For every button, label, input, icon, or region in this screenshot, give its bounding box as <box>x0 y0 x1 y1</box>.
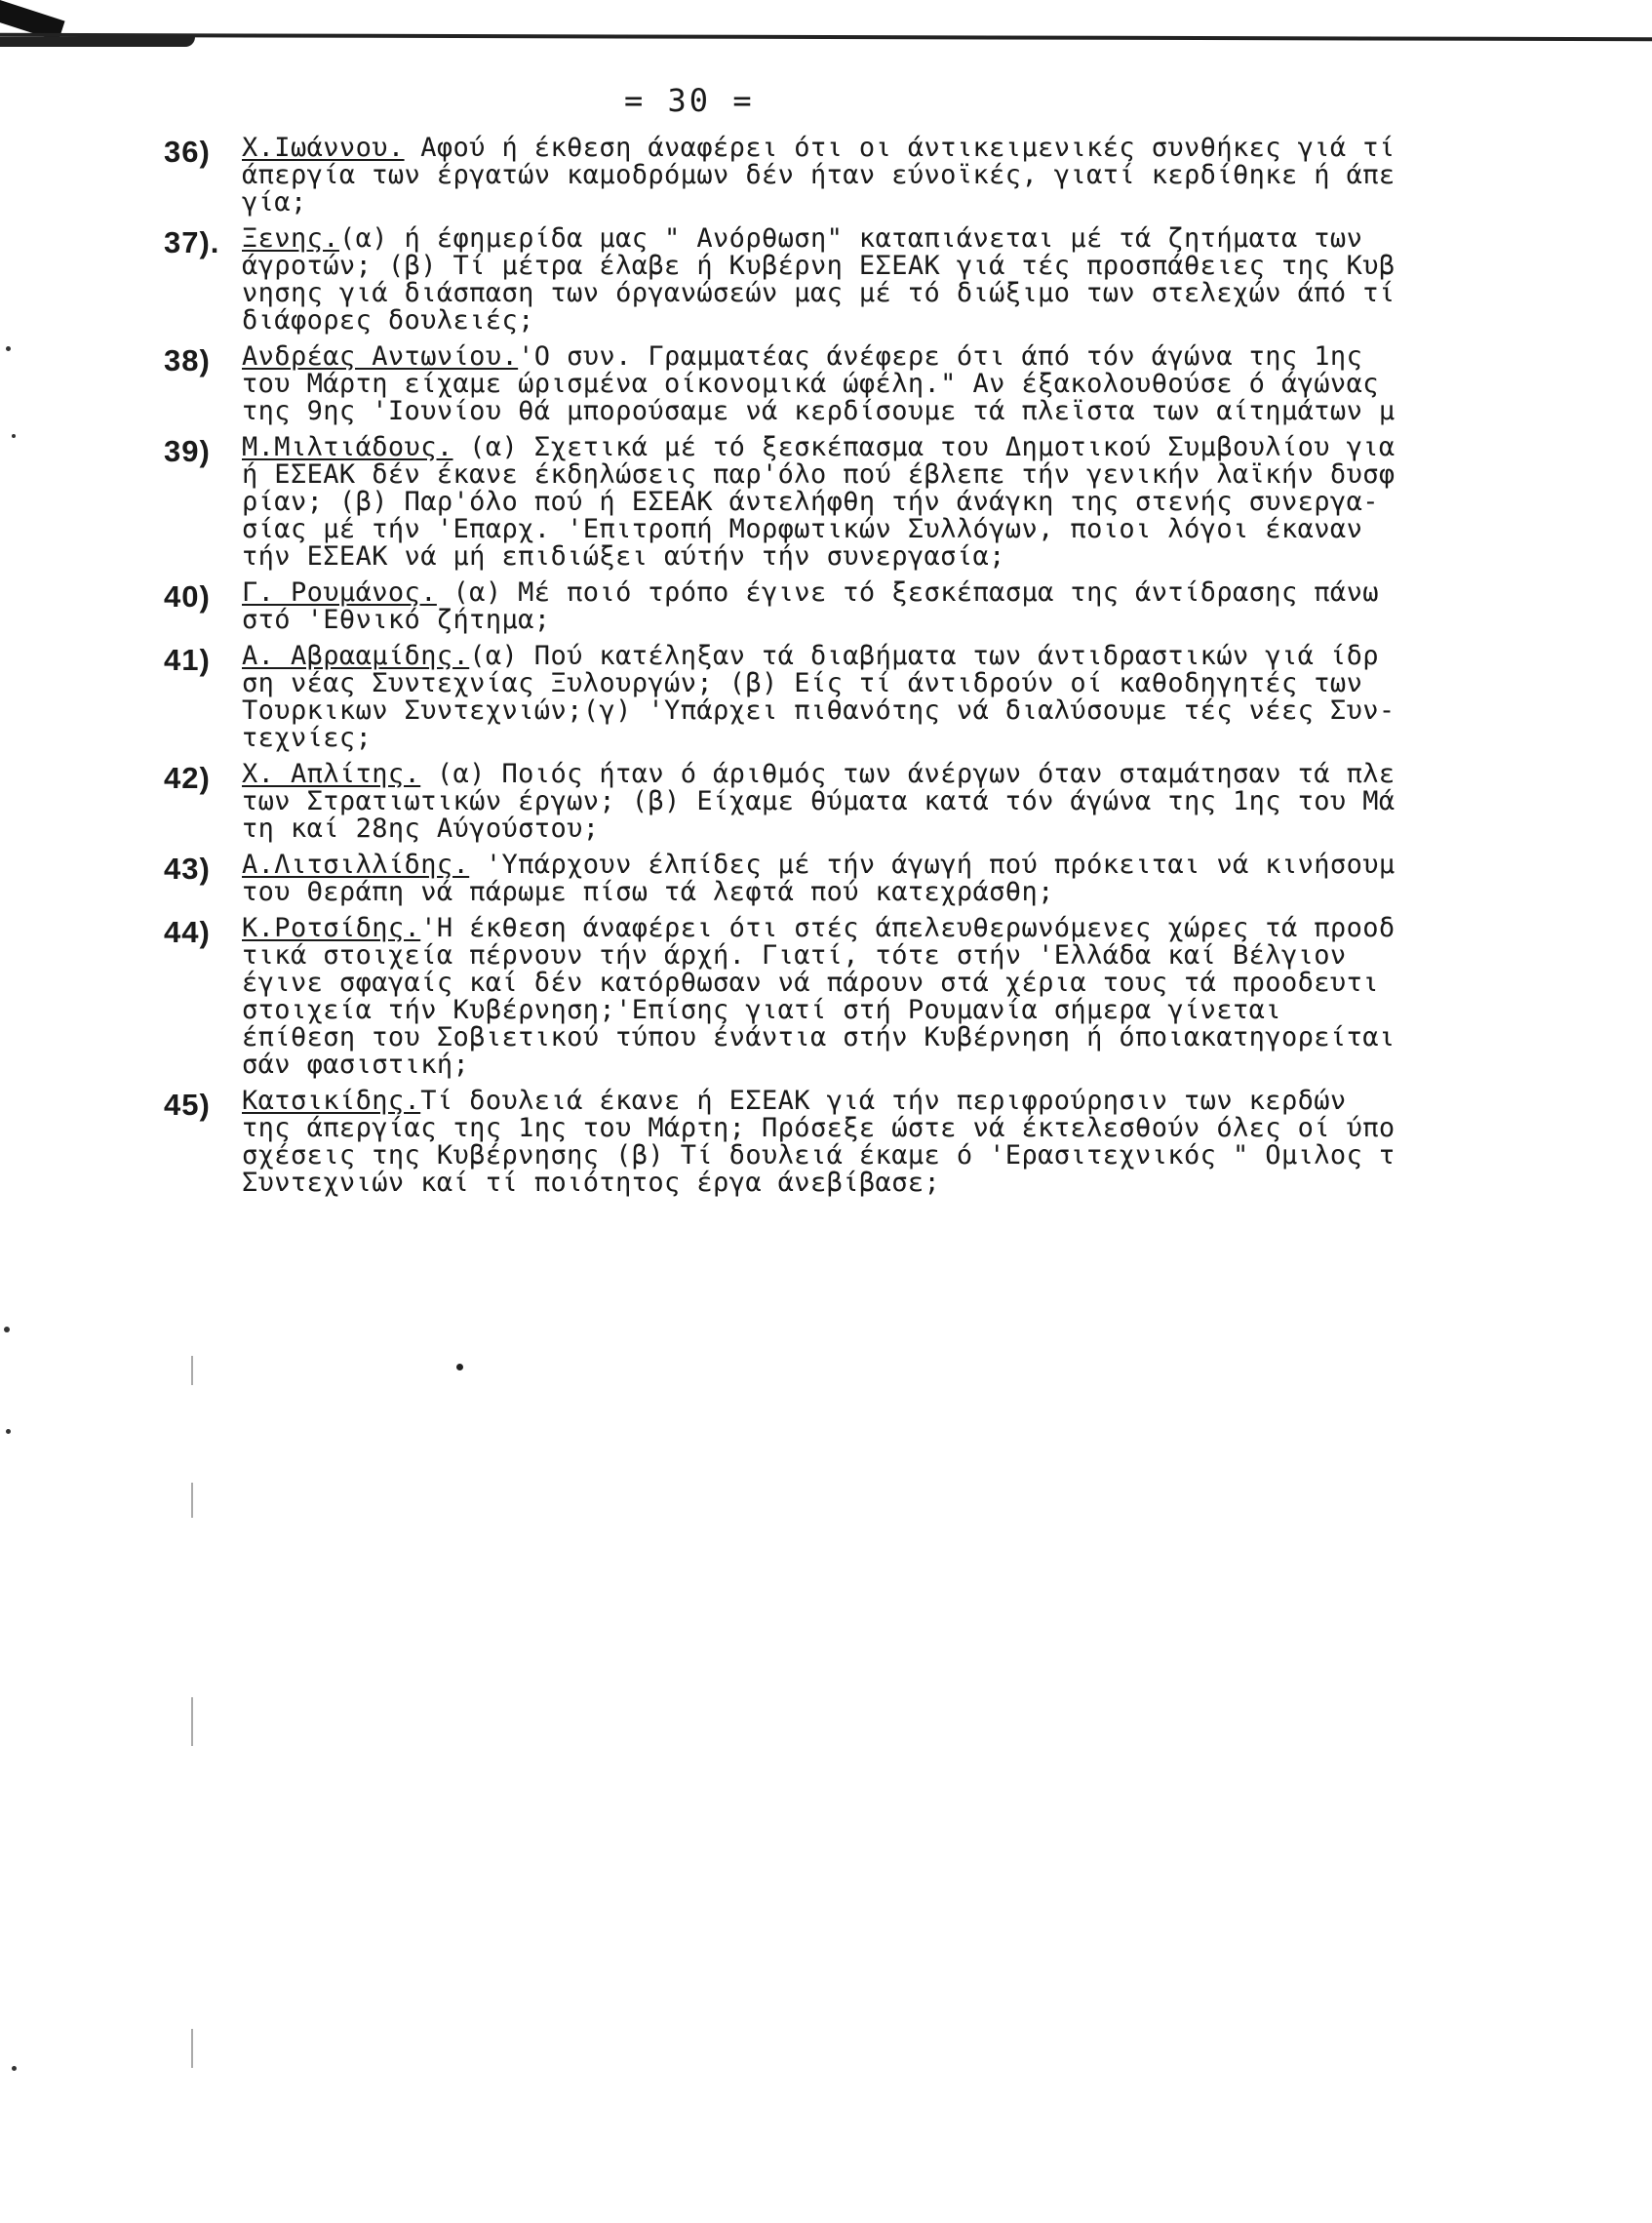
speaker-name: Ανδρέας Αντωνίου. <box>242 341 519 372</box>
text-line <box>242 761 1652 788</box>
text-line <box>242 461 1652 489</box>
question-item <box>166 135 1652 217</box>
line-text: άγροτών; (β) Τί μέτρα έλαβε ή Κυβέρνη ΕΣΕΑΚ γιά τές προσπάθειες της Κυβ <box>242 251 1396 281</box>
text-line <box>242 607 1652 634</box>
text-line <box>242 1088 1652 1115</box>
line-text: ή ΕΣΕΑΚ δέν έκανε έκδηλώσεις παρ'όλο πού έβλεπε τήν γενικήν λαϊκήν δυσφ <box>242 459 1396 490</box>
question-text <box>242 135 1652 217</box>
text-line <box>242 253 1652 280</box>
question-item <box>166 915 1652 1079</box>
speaker-name: Α. Αβρααμίδης. <box>242 641 470 671</box>
line-text: τη καί 28ης Αύγούστου; <box>242 814 600 844</box>
question-number: 41) <box>164 643 211 677</box>
question-number: 37). <box>164 225 220 259</box>
text-line <box>242 516 1652 543</box>
question-text <box>242 579 1652 634</box>
text-line <box>242 997 1652 1024</box>
text-line <box>242 543 1652 571</box>
line-text: (α) ή έφημερίδα μας " Ανόρθωση" καταπιάνεται μέ τά ζητήματα των <box>338 223 1363 254</box>
page-number: = 30 = <box>624 82 755 119</box>
line-text: ση νέας Συντεχνίας Ξυλουργών; (β) Είς τί άντιδρούν οί καθοδηγητές των <box>242 668 1363 698</box>
text-line <box>242 489 1652 516</box>
text-line <box>242 725 1652 752</box>
line-text: σίας μέ τήν 'Επαρχ. 'Επιτροπή Μορφωτικών Συλλόγων, ποιοι λόγοι έκαναν <box>242 514 1363 544</box>
question-text <box>242 761 1652 843</box>
line-text: έπίθεση του Σοβιετικού τύπου ένάντια στήν Κυβέρνηση ή όποιακατηγορείται <box>242 1022 1396 1052</box>
scan-speck <box>6 346 11 351</box>
scan-speck <box>456 1364 463 1370</box>
line-text: (α) Πού κατέληξαν τά διαβήματα των άντιδραστικών γιά ίδρ <box>469 641 1379 671</box>
question-number: 42) <box>164 761 211 795</box>
question-number: 36) <box>164 135 211 169</box>
question-item <box>166 852 1652 906</box>
text-line <box>242 189 1652 217</box>
scan-gutter-mark <box>191 1483 193 1518</box>
question-number: 45) <box>164 1088 211 1122</box>
speaker-name: Μ.Μιλτιάδους. <box>242 432 453 462</box>
scan-gutter-mark <box>191 1697 193 1746</box>
question-text <box>242 434 1652 571</box>
text-line <box>242 697 1652 725</box>
line-text: (α) Μέ ποιό τρόπο έγινε τό ξεσκέπασμα της άντίδρασης πάνω <box>436 577 1379 608</box>
scan-speck <box>12 434 16 438</box>
line-text: της άπεργίας της 1ης του Μάρτη; Πρόσεξε ώστε νά έκτελεσθούν όλες οί ύπο <box>242 1113 1396 1143</box>
question-number: 38) <box>164 343 211 377</box>
scan-speck <box>12 2066 17 2071</box>
question-item <box>166 643 1652 752</box>
line-text: 'Η έκθεση άναφέρει ότι στές άπελευθερωνόμενες χώρες τά προοδ <box>420 913 1396 943</box>
speaker-name: Ξενης. <box>242 223 339 254</box>
scan-speck <box>6 1429 11 1434</box>
question-item <box>166 761 1652 843</box>
text-line <box>242 670 1652 697</box>
line-text: στό 'Εθνικό ζήτημα; <box>242 605 551 635</box>
question-text <box>242 343 1652 425</box>
text-line <box>242 1142 1652 1170</box>
line-text: Τί δουλειά έκανε ή ΕΣΕΑΚ γιά τήν περιφρούρησιν των κερδών <box>420 1086 1347 1116</box>
text-line <box>242 879 1652 906</box>
text-line <box>242 371 1652 398</box>
scan-artifact-edge-left <box>0 37 195 47</box>
line-text: τεχνίες; <box>242 723 373 753</box>
text-line <box>242 135 1652 162</box>
line-text: Συντεχνιών καί τί ποιότητος έργα άνεβίβασε; <box>242 1168 941 1198</box>
text-line <box>242 915 1652 942</box>
line-text: στοιχεία τήν Κυβέρνηση;'Επίσης γιατί στή Ρουμανία σήμερα γίνεται <box>242 995 1281 1025</box>
text-line <box>242 815 1652 843</box>
line-text: της 9ης 'Ιουνίου θά μπορούσαμε νά κερδίσουμε τά πλεϊστα των αίτημάτων μ <box>242 396 1396 426</box>
text-line <box>242 643 1652 670</box>
line-text: (α) Σχετικά μέ τό ξεσκέπασμα του Δημοτικού Συμβουλίου για <box>452 432 1396 462</box>
text-line <box>242 852 1652 879</box>
speaker-name: Χ.Ιωάννου. <box>242 133 405 163</box>
line-text: Αφού ή έκθεση άναφέρει ότι οι άντικειμενικές συνθήκες γιά τί <box>404 133 1396 163</box>
line-text: Τουρκικων Συντεχνιών;(γ) 'Υπάρχει πιθανότης νά διαλύσουμε τές νέες Συν- <box>242 695 1396 726</box>
speaker-name: Α.Λιτσιλλίδης. <box>242 850 470 880</box>
text-line <box>242 280 1652 307</box>
line-text: των Στρατιωτικών έργων; (β) Είχαμε θύματα κατά τόν άγώνα της 1ης του Μά <box>242 786 1396 816</box>
line-text: άπεργία των έργατών καμοδρόμων δέν ήταν εύνοϊκές, γιατί κερδίθηκε ή άπε <box>242 160 1396 190</box>
question-number: 44) <box>164 915 211 949</box>
text-line <box>242 1024 1652 1052</box>
line-text: σάν φασιστική; <box>242 1050 470 1080</box>
line-text: ρίαν; (β) Παρ'όλο πού ή ΕΣΕΑΚ άντελήφθη τήν άνάγκη της στενής συνεργα- <box>242 487 1379 517</box>
question-number: 39) <box>164 434 211 468</box>
question-text <box>242 852 1652 906</box>
text-line <box>242 434 1652 461</box>
text-line <box>242 1170 1652 1197</box>
scan-gutter-mark <box>191 2029 193 2068</box>
speaker-name: Γ. Ρουμάνος. <box>242 577 437 608</box>
question-text <box>242 915 1652 1079</box>
line-text: διάφορες δουλειές; <box>242 305 534 336</box>
questions-list <box>166 135 1652 1206</box>
line-text: τικά στοιχεία πέρνουν τήν άρχή. Γιατί, τότε στήν 'Ελλάδα καί Βέλγιον <box>242 940 1347 971</box>
text-line <box>242 942 1652 970</box>
speaker-name: Κ.Ροτσίδης. <box>242 913 421 943</box>
question-text <box>242 643 1652 752</box>
question-number: 40) <box>164 579 211 614</box>
line-text: του Μάρτη είχαμε ώρισμένα οίκονομικά ώφέλη." Αν έξακολουθούσε ό άγώνας <box>242 369 1379 399</box>
line-text: σχέσεις της Κυβέρνησης (β) Τί δουλειά έκαμε ό 'Ερασιτεχνικός " Ομιλος τ <box>242 1140 1396 1171</box>
question-number: 43) <box>164 852 211 886</box>
question-text <box>242 225 1652 335</box>
scan-artifact-top-line <box>0 33 1652 41</box>
scan-speck <box>4 1327 10 1332</box>
line-text: τήν ΕΣΕΑΚ νά μή επιδιώξει αύτήν τήν συνεργασία; <box>242 541 1005 572</box>
line-text: έγινε σφαγαίς καί δέν κατόρθωσαν νά πάρουν στά χέρια τους τά προοδευτι <box>242 968 1379 998</box>
speaker-name: Χ. Απλίτης. <box>242 759 421 789</box>
text-line <box>242 1052 1652 1079</box>
question-text <box>242 1088 1652 1197</box>
text-line <box>242 307 1652 335</box>
question-item <box>166 225 1652 335</box>
text-line <box>242 1115 1652 1142</box>
text-line <box>242 343 1652 371</box>
line-text: νησης γιά διάσπαση των όργανώσεών μας μέ τό διώξιμο των στελεχών άπό τί <box>242 278 1396 308</box>
question-item <box>166 1088 1652 1197</box>
text-line <box>242 788 1652 815</box>
scan-gutter-mark <box>191 1356 193 1385</box>
line-text: 'Ο συν. Γραμματέας άνέφερε ότι άπό τόν άγώνα της 1ης <box>518 341 1363 372</box>
text-line <box>242 970 1652 997</box>
line-text: (α) Ποιός ήταν ό άριθμός των άνέργων όταν σταμάτησαν τά πλε <box>420 759 1396 789</box>
line-text: γία; <box>242 187 307 218</box>
question-item <box>166 343 1652 425</box>
line-text: του Θεράπη νά πάρωμε πίσω τά λεφτά πού κατεχράσθη; <box>242 877 1054 907</box>
speaker-name: Κατσικίδης. <box>242 1086 421 1116</box>
text-line <box>242 579 1652 607</box>
line-text: 'Υπάρχουν έλπίδες μέ τήν άγωγή πού πρόκειται νά κινήσουμ <box>469 850 1396 880</box>
text-line <box>242 398 1652 425</box>
question-item <box>166 434 1652 571</box>
text-line <box>242 162 1652 189</box>
text-line <box>242 225 1652 253</box>
question-item <box>166 579 1652 634</box>
